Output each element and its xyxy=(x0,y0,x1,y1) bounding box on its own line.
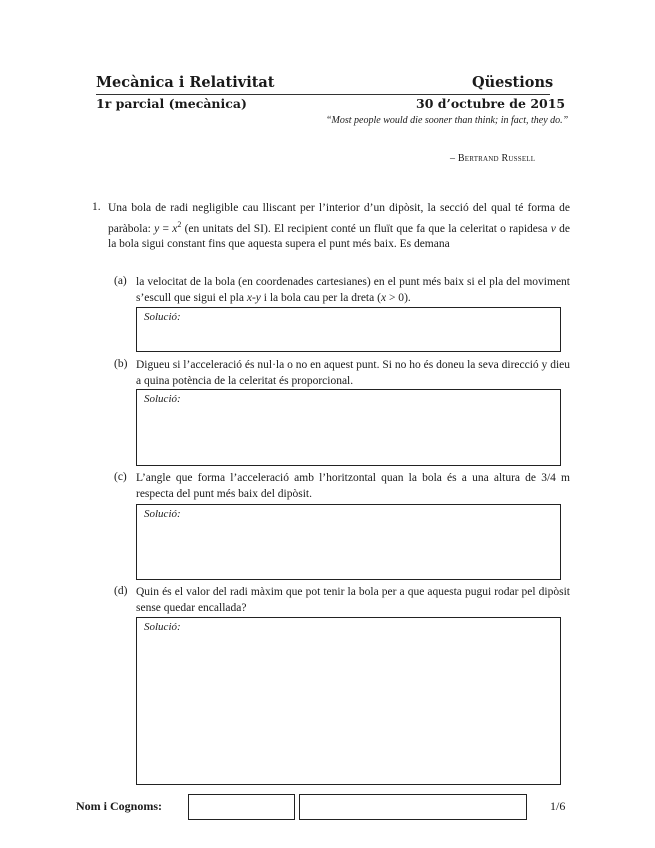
epigraph-quote: “Most people would die sooner than think; in fact, they do.” xyxy=(326,115,569,126)
epigraph-author xyxy=(450,153,535,164)
exam-date: 30 d’octubre de 2015 xyxy=(416,96,566,111)
course-title: Mecànica i Relativitat xyxy=(96,74,275,91)
part-b-label: (b) xyxy=(114,358,128,370)
author-dash: – xyxy=(450,153,458,164)
header-rule xyxy=(96,94,550,95)
solution-box-a[interactable] xyxy=(136,307,561,352)
author-name: Bertrand Russell xyxy=(457,153,536,164)
exam-name: 1r parcial (mecànica) xyxy=(96,96,247,111)
solution-box-b[interactable] xyxy=(136,389,561,466)
first-name-field[interactable] xyxy=(188,794,295,820)
surname-field[interactable] xyxy=(299,794,527,820)
part-b-text: Digueu si l’acceleració és nul·la o no en aquest punt. Si no ho és doneu la seva direcció y dieu a quina potència de la celeritat és proporcional. xyxy=(136,359,570,387)
part-c-text: L’angle que forma l’acceleració amb l’horitzontal quan la bola és a una altura de 3/4 m respecta del punt més baix del dipòsit. xyxy=(136,472,570,500)
question-statement: Una bola de radi negligible cau lliscant per l’interior d’un dipòsit, la secció del qual té forma de paràbola: $y = x^2$ (en unitats del SI). El recipient conté un fluït que fa que la celeritat o rapidesa v de la bola sigui constant fins que aquesta supera el punt més baix. Es demana xyxy=(108,202,570,250)
part-a-label: (a) xyxy=(114,275,127,287)
part-a-text: la velocitat de la bola (en coordenades cartesianes) en el punt més baix si el pla del moviment s’escull que sigui el pla x-y i la bola cau per la dreta (x > 0). xyxy=(136,276,570,304)
section-title: Qüestions xyxy=(472,74,554,91)
solution-label: Solució: xyxy=(144,621,181,633)
solution-box-c[interactable] xyxy=(136,504,561,580)
solution-label: Solució: xyxy=(144,393,181,405)
part-c-label: (c) xyxy=(114,471,127,483)
part-d-text: Quin és el valor del radi màxim que pot tenir la bola per a que aquesta pugui rodar pel dipòsit sense quedar encallada? xyxy=(136,586,570,614)
solution-box-d[interactable] xyxy=(136,617,561,785)
name-label: Nom i Cognoms: xyxy=(76,799,162,813)
question-number: 1. xyxy=(92,201,101,213)
part-d-label: (d) xyxy=(114,585,128,597)
solution-label: Solució: xyxy=(144,508,181,520)
page-number: 1/6 xyxy=(550,799,566,813)
solution-label: Solució: xyxy=(144,311,181,323)
